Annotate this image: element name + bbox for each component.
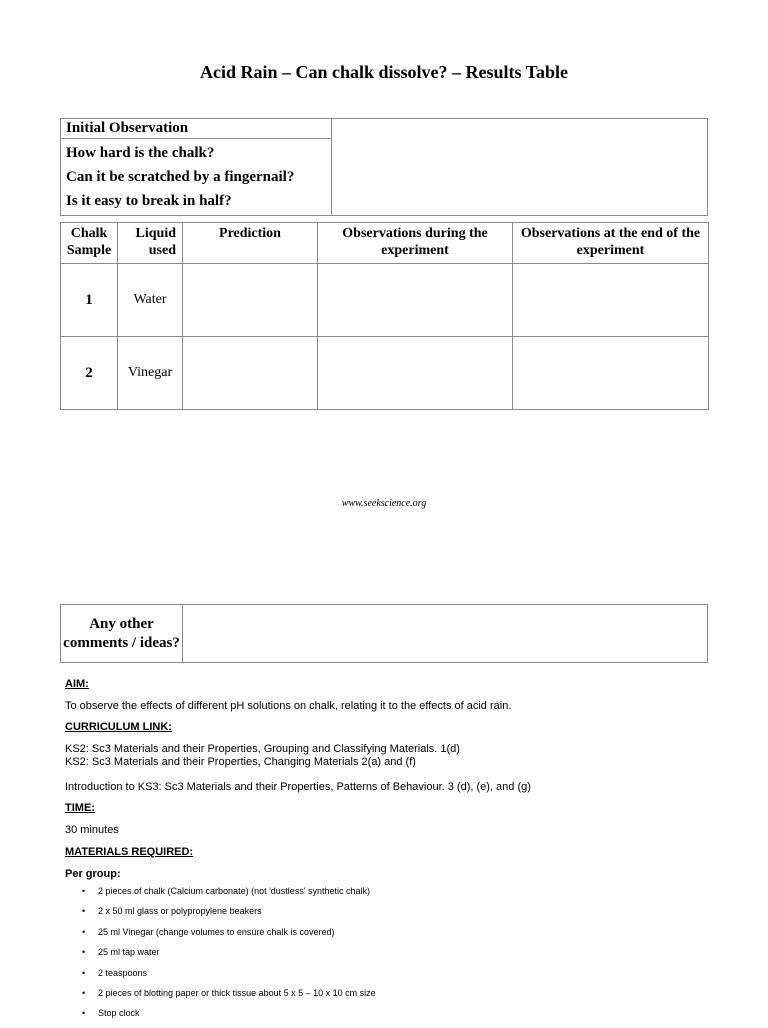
liquid-name: Vinegar — [118, 337, 183, 410]
list-item: • 25 ml tap water — [82, 946, 376, 966]
initial-observation-questions — [61, 139, 332, 216]
list-item: • 2 pieces of blotting paper or thick tissue about 5 x 5 – 10 x 10 cm size — [82, 987, 376, 1007]
materials-list — [82, 885, 376, 1028]
list-item: • Stop clock — [82, 1007, 376, 1027]
curriculum-intro: Introduction to KS3: Sc3 Materials and their Properties, Patterns of Behaviour. 3 (d), (e), and (g) — [65, 781, 531, 793]
question-break: Is it easy to break in half? — [66, 193, 232, 209]
page-title: Acid Rain – Can chalk dissolve? – Results Table — [199, 62, 569, 82]
materials-subheading: Per group: — [65, 868, 121, 880]
comments-answer-cell[interactable] — [183, 605, 708, 663]
website-url: www.seekscience.org — [341, 498, 427, 509]
table-row — [61, 264, 709, 337]
sample-number: 1 — [61, 264, 118, 337]
results-header-row — [61, 223, 709, 264]
col-prediction: Prediction — [183, 223, 318, 264]
results-table — [60, 222, 709, 410]
question-hardness: How hard is the chalk? — [66, 145, 215, 161]
observation-end-cell[interactable] — [513, 264, 709, 337]
list-item: • 25 ml Vinegar (change volumes to ensure chalk is covered) — [82, 926, 376, 946]
sample-number: 2 — [61, 337, 118, 410]
table-row — [61, 337, 709, 410]
curriculum-heading: CURRICULUM LINK: — [65, 721, 172, 733]
liquid-name: Water — [118, 264, 183, 337]
list-item: • 2 x 50 ml glass or polypropylene beakers — [82, 905, 376, 925]
observation-during-cell[interactable] — [318, 337, 513, 410]
col-observations-during: Observations during the experiment — [318, 223, 513, 264]
list-item: • 2 teaspoons — [82, 967, 376, 987]
observation-end-cell[interactable] — [513, 337, 709, 410]
aim-text: To observe the effects of different pH solutions on chalk, relating it to the effects of acid rain. — [65, 700, 512, 712]
curriculum-line-1: KS2: Sc3 Materials and their Properties, Grouping and Classifying Materials. 1(d) — [65, 743, 460, 755]
col-chalk-sample: Chalk Sample — [61, 223, 118, 264]
prediction-cell[interactable] — [183, 264, 318, 337]
initial-observation-header: Initial Observation — [61, 119, 332, 139]
question-scratch: Can it be scratched by a fingernail? — [66, 169, 295, 185]
curriculum-line-2: KS2: Sc3 Materials and their Properties, Changing Materials 2(a) and (f) — [65, 756, 416, 768]
initial-observation-answer-cell[interactable] — [332, 119, 708, 216]
observation-during-cell[interactable] — [318, 264, 513, 337]
list-item: • 2 pieces of chalk (Calcium carbonate) (not 'dustless' synthetic chalk) — [82, 885, 376, 905]
comments-table — [60, 604, 708, 663]
col-liquid-used: Liquid used — [118, 223, 183, 264]
col-observations-end: Observations at the end of the experiment — [513, 223, 709, 264]
prediction-cell[interactable] — [183, 337, 318, 410]
aim-heading: AIM: — [65, 678, 89, 690]
comments-label: Any other comments / ideas? — [61, 605, 183, 663]
materials-heading: MATERIALS REQUIRED: — [65, 846, 194, 858]
initial-observation-table — [60, 118, 708, 216]
time-heading: TIME: — [65, 802, 95, 814]
time-text: 30 minutes — [65, 824, 119, 836]
